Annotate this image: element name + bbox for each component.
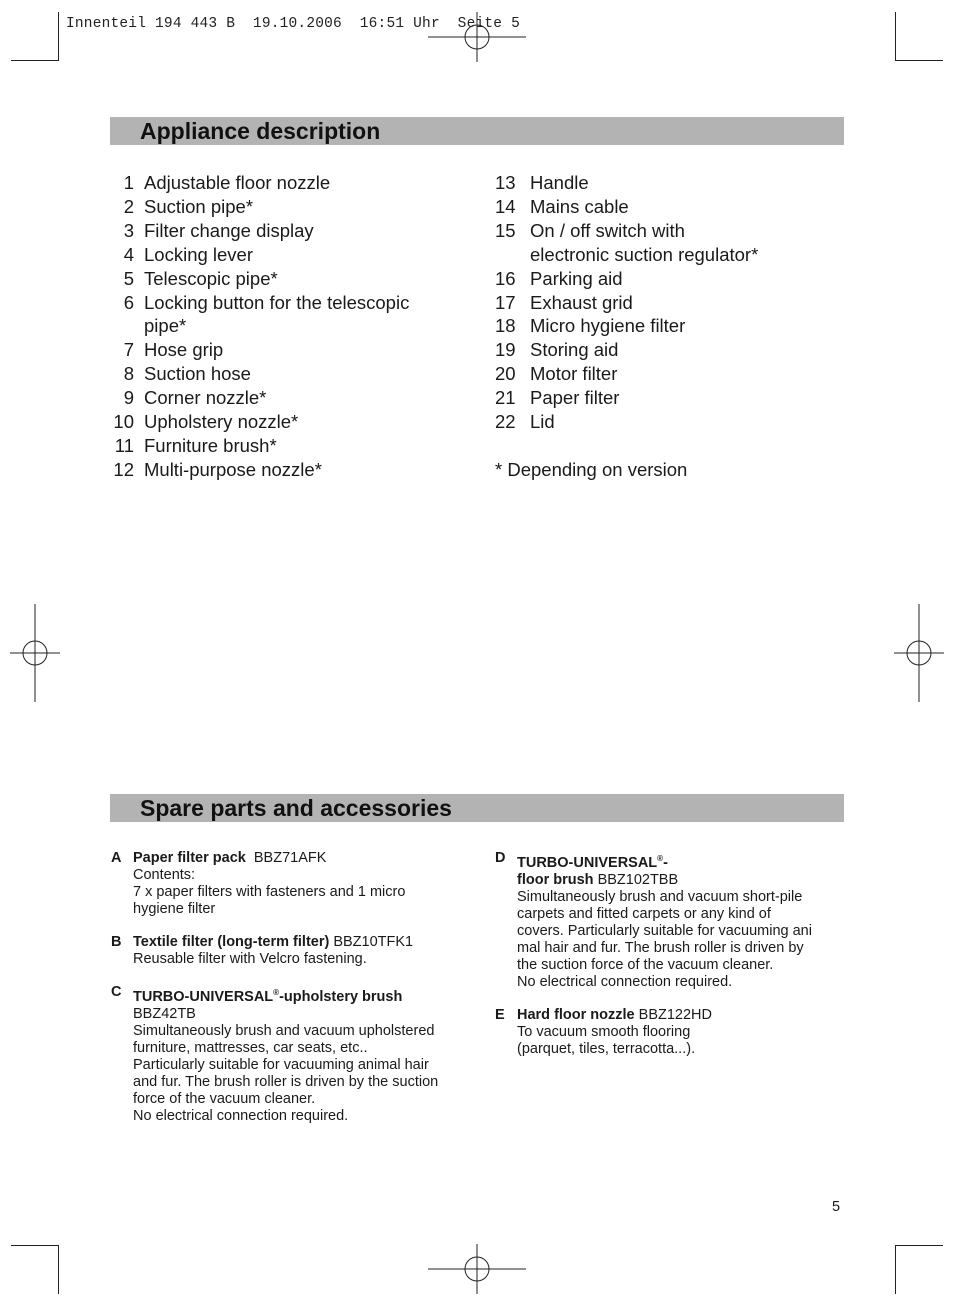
parts-list-left [110, 171, 470, 482]
accessories-column-right [495, 850, 845, 1058]
accessory-name: TURBO-UNIVERSAL®-upholstery brush [133, 988, 403, 1005]
list-item: 11 Furniture brush* [114, 434, 277, 456]
accessory-code: BBZ102TBB [597, 871, 679, 888]
accessory-name: Hard floor nozzle [517, 1006, 635, 1023]
section-header-appliance [110, 117, 844, 145]
list-item: 14 Mains cable [495, 195, 629, 217]
list-item: 8 Suction hose [123, 363, 251, 385]
registration-mark-bottom [428, 1244, 526, 1294]
list-item: 7 Hose grip [123, 339, 224, 361]
section-header-spare-parts [110, 794, 844, 822]
accessory-item-e: E Hard floor nozzle BBZ122HD To vacuum smooth flooring (parquet, tiles, terracotta...). [495, 1006, 712, 1057]
list-item: 5 Telescopic pipe* [123, 267, 278, 289]
accessory-name: TURBO-UNIVERSAL®- [517, 854, 668, 871]
crop-mark [11, 1245, 59, 1246]
accessory-item-a: A Paper filter pack BBZ71AFK Contents: 7 x paper filters with fasteners and 1 micro hygiene filter [111, 850, 406, 917]
footnote: * Depending on version [495, 459, 688, 480]
crop-mark [11, 60, 59, 61]
accessory-code: BBZ10TFK1 [333, 934, 414, 950]
accessory-code: BBZ42TB [133, 1005, 196, 1022]
section-title: Spare parts and accessories [140, 795, 452, 821]
list-item: 16 Parking aid [495, 267, 623, 289]
list-item: 17 Exhaust grid [495, 291, 633, 313]
list-item: 9 Corner nozzle* [123, 387, 267, 409]
list-item: 18 Micro hygiene filter [495, 315, 686, 337]
parts-list-right [495, 171, 815, 434]
crop-mark [895, 12, 896, 61]
list-item: 19 Storing aid [495, 339, 619, 361]
section-title: Appliance description [140, 118, 381, 144]
list-item: 22 Lid [495, 411, 555, 433]
list-item: 10 Upholstery nozzle* [113, 411, 299, 433]
crop-mark [895, 1245, 896, 1294]
crop-mark [895, 60, 943, 61]
list-item: 20 Motor filter [495, 363, 618, 385]
list-item: 2 Suction pipe* [123, 195, 254, 217]
list-item: 3 Filter change display [123, 219, 314, 241]
accessory-code: BBZ122HD [638, 1006, 712, 1023]
accessory-item-b: B Textile filter (long-term filter) BBZ10TFK1 Reusable filter with Velcro fastening. [111, 934, 414, 967]
accessory-name: Paper filter pack [133, 850, 246, 866]
accessory-item-c: C TURBO-UNIVERSAL®-upholstery brush BBZ42TB Simultaneously brush and vacuum upholstered furniture, mattresses, car seats, etc.. Particularly suitable for vacuuming animal hair and fur. The brush roller is driven by the suction force of the vacuum cleaner. No electrical connection required. [111, 984, 481, 1125]
accessory-item-d: D TURBO-UNIVERSAL®- floor brush BBZ102TBB Simultaneously brush and vacuum short-pile carpets and fitted carpets or any kind of covers. Particularly suitable for vacuuming ani mal hair and fur. The brush roller is driven by the suction force of the vacuum cleaner. No electrical connection required. [495, 850, 812, 990]
crop-mark [58, 1245, 59, 1294]
list-item: 21 Paper filter [495, 387, 620, 409]
accessory-code: BBZ71AFK [253, 850, 327, 866]
registration-mark-left [10, 604, 60, 702]
list-item: 12 Multi-purpose nozzle* [113, 458, 322, 480]
print-slug: Innenteil 194 443 B 19.10.2006 16:51 Uhr Seite 5 [66, 16, 520, 32]
list-item: 15 On / off switch with electronic suction regulator* [495, 219, 759, 265]
list-item: 13 Handle [495, 172, 589, 193]
list-item: 4 Locking lever [123, 243, 254, 265]
accessories-column-left [111, 850, 481, 1125]
crop-mark [58, 12, 59, 61]
accessory-name: Textile filter (long-term filter) [133, 934, 330, 950]
registration-mark-right [894, 604, 944, 702]
list-item: 1 Adjustable floor nozzle [123, 172, 331, 193]
crop-mark [895, 1245, 943, 1246]
page-number: 5 [832, 1199, 841, 1215]
list-item: 6 Locking button for the telescopic pipe* [123, 291, 410, 337]
